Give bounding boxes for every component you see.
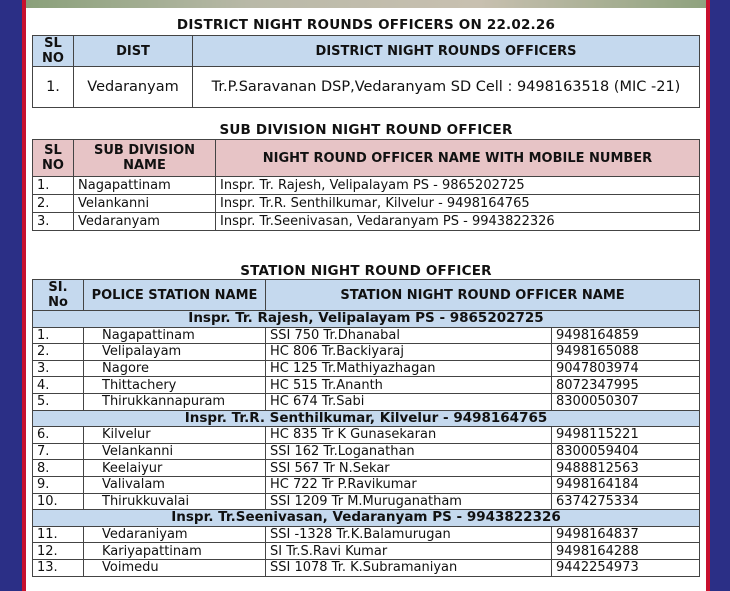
station-mobile: 9498164837 (552, 526, 700, 543)
station-officer-header: STATION NIGHT ROUND OFFICER NAME (266, 280, 700, 311)
subdivision-officer: Inspr. Tr.R. Senthilkumar, Kilvelur - 9498164765 (216, 195, 700, 213)
table-row (33, 67, 700, 108)
district-title: DISTRICT NIGHT ROUNDS OFFICERS ON 22.02.26 (176, 17, 556, 33)
table-row (33, 559, 700, 576)
station-sl: 7. (33, 443, 84, 460)
station-sl: 8. (33, 460, 84, 477)
subdivision-name: Velankanni (74, 195, 216, 213)
station-name: Voimedu (84, 559, 266, 576)
station-mobile: 9498164288 (552, 543, 700, 560)
station-officer: SSI -1328 Tr.K.Balamurugan (266, 526, 552, 543)
district-name: Vedaranyam (74, 67, 193, 108)
subdivision-officer-header: NIGHT ROUND OFFICER NAME WITH MOBILE NUMBER (216, 140, 700, 177)
table-row (33, 377, 700, 394)
subdivision-header-row (33, 140, 700, 177)
station-name: Valivalam (84, 476, 266, 493)
subdivision-sl: 1. (33, 177, 74, 195)
station-mobile: 9498165088 (552, 344, 700, 361)
district-table (32, 35, 700, 108)
district-officer: Tr.P.Saravanan DSP,Vedaranyam SD Cell : 9498163518 (MIC -21) (193, 67, 700, 108)
station-mobile: 6374275334 (552, 493, 700, 510)
left-border-band (0, 0, 22, 591)
station-officer: HC 125 Tr.Mathiyazhagan (266, 360, 552, 377)
table-row (33, 443, 700, 460)
group-title: Inspr. Tr.R. Senthilkumar, Kilvelur - 9498164765 (33, 410, 700, 427)
subdivision-title: SUB DIVISION NIGHT ROUND OFFICER (219, 122, 513, 138)
station-officer: SI Tr.S.Ravi Kumar (266, 543, 552, 560)
table-row (33, 195, 700, 213)
station-officer: HC 515 Tr.Ananth (266, 377, 552, 394)
subdivision-officer: Inspr. Tr. Rajesh, Velipalayam PS - 9865202725 (216, 177, 700, 195)
station-mobile: 8300059404 (552, 443, 700, 460)
subdivision-name: Vedaranyam (74, 213, 216, 231)
station-mobile: 9488812563 (552, 460, 700, 477)
station-name: Velankanni (84, 443, 266, 460)
group-title: Inspr. Tr. Rajesh, Velipalayam PS - 9865202725 (33, 311, 700, 328)
station-sl: 10. (33, 493, 84, 510)
station-name: Vedaraniyam (84, 526, 266, 543)
station-mobile: 9047803974 (552, 360, 700, 377)
document-page (32, 8, 700, 591)
station-mobile: 8072347995 (552, 377, 700, 394)
table-row (33, 213, 700, 231)
station-sl: 1. (33, 327, 84, 344)
table-row (33, 543, 700, 560)
subdivision-sl: 2. (33, 195, 74, 213)
table-row (33, 177, 700, 195)
table-row (33, 526, 700, 543)
station-sl-header: SI. No (33, 280, 84, 311)
top-image-strip (26, 0, 706, 8)
station-header-row (33, 280, 700, 311)
station-name-header: POLICE STATION NAME (84, 280, 266, 311)
table-row (33, 460, 700, 477)
station-name: Keelaiyur (84, 460, 266, 477)
table-row (33, 360, 700, 377)
station-sl: 11. (33, 526, 84, 543)
station-sl: 2. (33, 344, 84, 361)
table-row (33, 344, 700, 361)
station-officer: SSI 162 Tr.Loganathan (266, 443, 552, 460)
station-name: Kariyapattinam (84, 543, 266, 560)
station-sl: 12. (33, 543, 84, 560)
subdivision-officer: Inspr. Tr.Seenivasan, Vedaranyam PS - 9943822326 (216, 213, 700, 231)
station-officer: SSI 1078 Tr. K.Subramaniyan (266, 559, 552, 576)
right-border-band (710, 0, 730, 591)
subdivision-sl: 3. (33, 213, 74, 231)
table-row (33, 327, 700, 344)
station-officer: SSI 1209 Tr M.Muruganatham (266, 493, 552, 510)
station-officer: HC 674 Tr.Sabi (266, 393, 552, 410)
station-sl: 3. (33, 360, 84, 377)
station-name: Kilvelur (84, 427, 266, 444)
subdivision-table (32, 139, 700, 231)
group-row (33, 311, 700, 328)
station-name: Thittachery (84, 377, 266, 394)
district-sl-header: SL NO (33, 36, 74, 67)
table-row (33, 493, 700, 510)
station-sl: 13. (33, 559, 84, 576)
station-name: Nagapattinam (84, 327, 266, 344)
station-mobile: 9498115221 (552, 427, 700, 444)
station-officer: HC 806 Tr.Backiyaraj (266, 344, 552, 361)
district-dist-header: DIST (74, 36, 193, 67)
group-row (33, 510, 700, 527)
station-sl: 5. (33, 393, 84, 410)
station-title: STATION NIGHT ROUND OFFICER (240, 263, 492, 279)
table-row (33, 427, 700, 444)
subdivision-sl-header: SL NO (33, 140, 74, 177)
table-row (33, 476, 700, 493)
station-name: Thirukkannapuram (84, 393, 266, 410)
station-mobile: 8300050307 (552, 393, 700, 410)
station-name: Thirukkuvalai (84, 493, 266, 510)
station-sl: 4. (33, 377, 84, 394)
station-officer: SSI 750 Tr.Dhanabal (266, 327, 552, 344)
subdivision-name-header: SUB DIVISION NAME (74, 140, 216, 177)
table-row (33, 393, 700, 410)
station-mobile: 9498164859 (552, 327, 700, 344)
station-mobile: 9498164184 (552, 476, 700, 493)
group-row (33, 410, 700, 427)
district-sl: 1. (33, 67, 74, 108)
station-sl: 6. (33, 427, 84, 444)
subdivision-name: Nagapattinam (74, 177, 216, 195)
group-title: Inspr. Tr.Seenivasan, Vedaranyam PS - 9943822326 (33, 510, 700, 527)
station-officer: HC 835 Tr K Gunasekaran (266, 427, 552, 444)
station-officer: SSI 567 Tr N.Sekar (266, 460, 552, 477)
station-table (32, 279, 700, 577)
station-name: Velipalayam (84, 344, 266, 361)
station-mobile: 9442254973 (552, 559, 700, 576)
district-header-row (33, 36, 700, 67)
left-border-stripe (22, 0, 26, 591)
station-officer: HC 722 Tr P.Ravikumar (266, 476, 552, 493)
station-sl: 9. (33, 476, 84, 493)
district-officers-header: DISTRICT NIGHT ROUNDS OFFICERS (193, 36, 700, 67)
station-name: Nagore (84, 360, 266, 377)
